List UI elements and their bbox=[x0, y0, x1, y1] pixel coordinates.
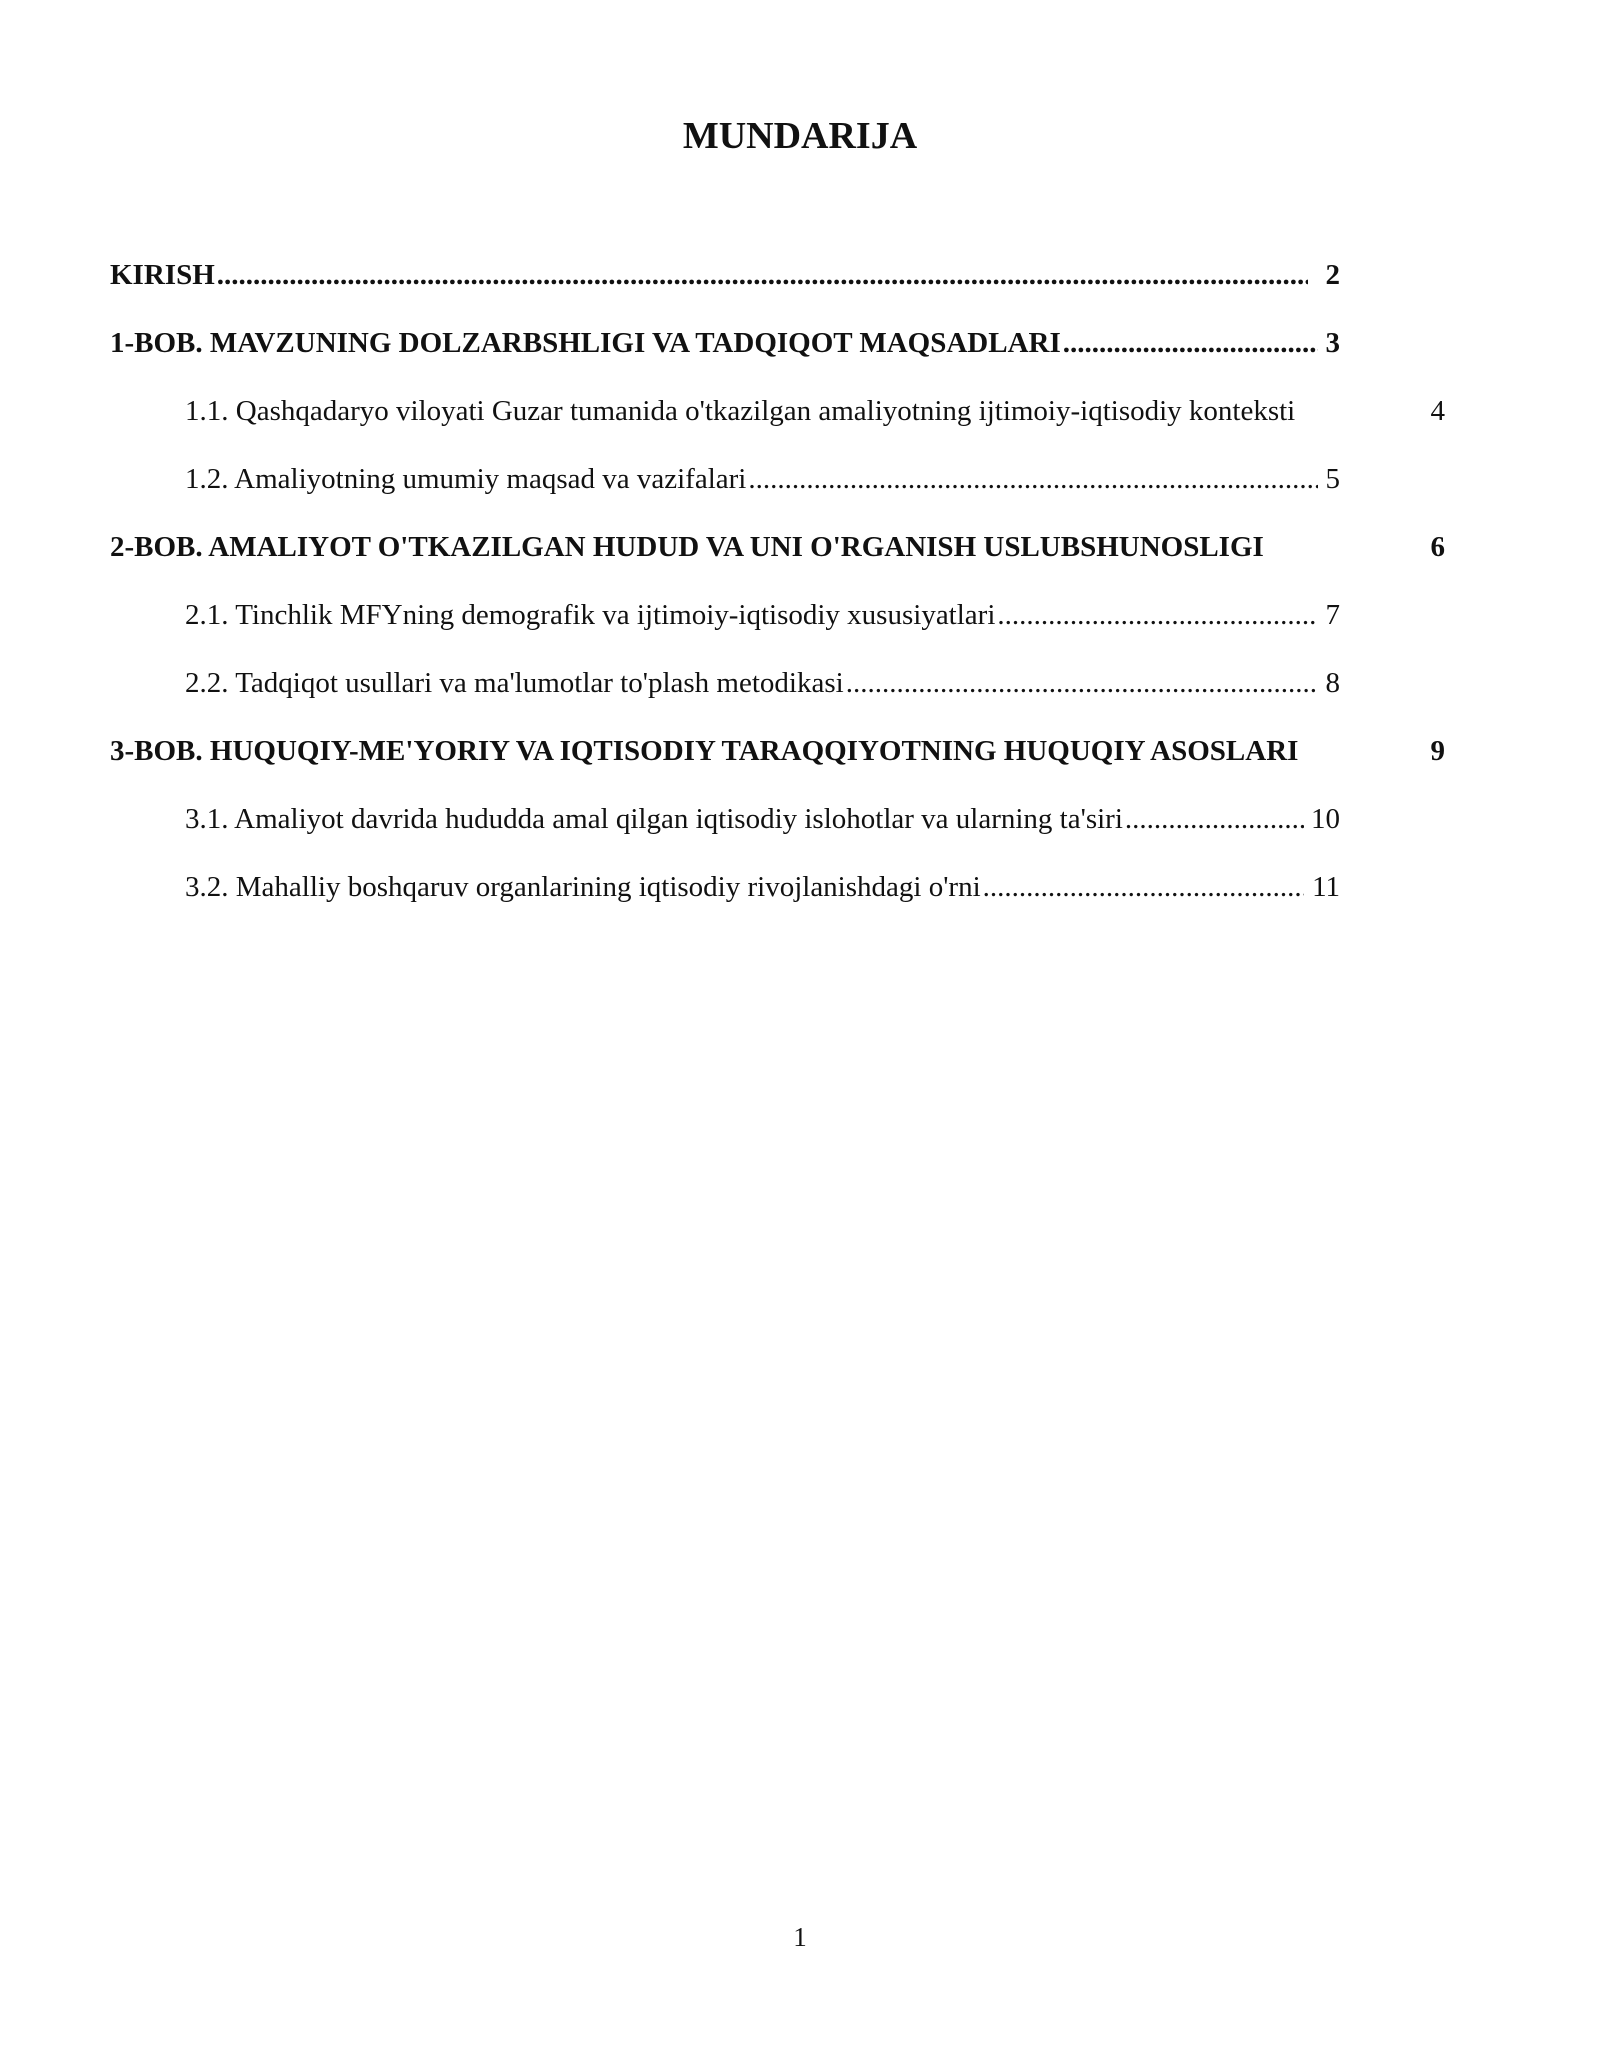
toc-entry-section-2-2[interactable] bbox=[185, 660, 1340, 706]
toc-entry-title: 2-BOB. AMALIYOT O'TKAZILGAN HUDUD VA UNI O'RGANISH USLUBSHUNOSLIGI bbox=[110, 524, 1266, 570]
dot-leader bbox=[1063, 320, 1318, 366]
toc-entry-title: 3.2. Mahalliy boshqaruv organlarining iqtisodiy rivojlanishdagi o'rni bbox=[185, 864, 983, 910]
toc-entry-page: 7 bbox=[1325, 599, 1340, 631]
toc-entry-page: 3 bbox=[1325, 327, 1340, 359]
toc-entry-title: 3-BOB. HUQUQIY-ME'YORIY VA IQTISODIY TARAQQIYOTNING HUQUQIY ASOSLARI bbox=[110, 728, 1300, 774]
toc-entry-title: 2.2. Tadqiqot usullari va ma'lumotlar to'plash metodikasi bbox=[185, 660, 846, 706]
toc-entry-chapter-2[interactable] bbox=[110, 524, 1445, 570]
dot-leader bbox=[846, 660, 1318, 706]
toc-entry-title: 2.1. Tinchlik MFYning demografik va ijtimoiy-iqtisodiy xususiyatlari bbox=[185, 592, 997, 638]
toc-entry-kirish[interactable] bbox=[110, 252, 1340, 298]
toc-entry-chapter-1[interactable] bbox=[110, 320, 1340, 366]
dot-leader bbox=[997, 592, 1318, 638]
toc-entry-section-1-1[interactable] bbox=[185, 388, 1445, 434]
toc-entry-page: 4 bbox=[1430, 395, 1445, 427]
toc-entry-title: 1.2. Amaliyotning umumiy maqsad va vazifalari bbox=[185, 456, 748, 502]
dot-leader bbox=[748, 456, 1318, 502]
page-title: MUNDARIJA bbox=[682, 115, 918, 157]
toc-entry-page: 10 bbox=[1311, 803, 1340, 835]
toc-entry-section-3-1[interactable] bbox=[185, 796, 1340, 842]
toc-entry-title: 1-BOB. MAVZUNING DOLZARBSHLIGI VA TADQIQOT MAQSADLARI bbox=[110, 320, 1063, 366]
toc-entry-section-3-2[interactable] bbox=[185, 864, 1340, 910]
toc-entry-page: 5 bbox=[1325, 463, 1340, 495]
toc-entry-page: 9 bbox=[1430, 735, 1445, 767]
toc-entry-section-1-2[interactable] bbox=[185, 456, 1340, 502]
toc-entry-chapter-3[interactable] bbox=[110, 728, 1445, 774]
toc-entry-page: 2 bbox=[1325, 259, 1340, 291]
toc-entry-title: KIRISH bbox=[110, 252, 217, 298]
toc-entry-page: 11 bbox=[1312, 871, 1340, 903]
toc-entry-section-2-1[interactable] bbox=[185, 592, 1340, 638]
dot-leader bbox=[983, 864, 1304, 910]
page-number: 1 bbox=[793, 1922, 807, 1952]
dot-leader bbox=[217, 252, 1308, 298]
toc-entry-title: 1.1. Qashqadaryo viloyati Guzar tumanida o'tkazilgan amaliyotning ijtimoiy-iqtisodiy konteksti bbox=[185, 388, 1297, 434]
toc-entry-page: 8 bbox=[1325, 667, 1340, 699]
toc-entry-title: 3.1. Amaliyot davrida hududda amal qilgan iqtisodiy islohotlar va ularning ta'siri bbox=[185, 796, 1125, 842]
dot-leader bbox=[1125, 796, 1304, 842]
toc-entry-page: 6 bbox=[1430, 531, 1445, 563]
